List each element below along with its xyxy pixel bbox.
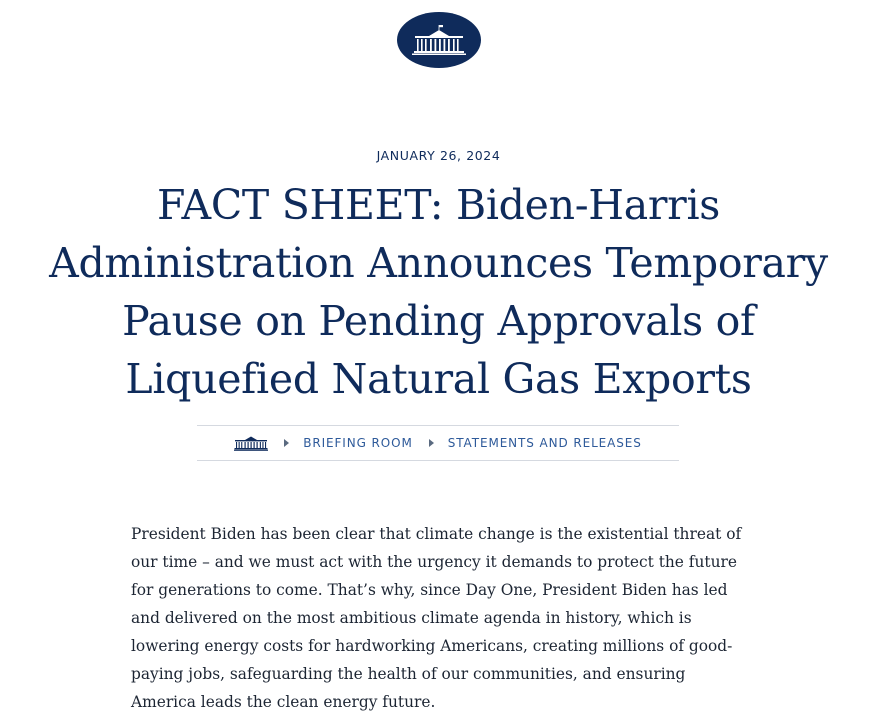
breadcrumb-home[interactable] (234, 435, 268, 451)
header (0, 12, 877, 68)
breadcrumb (197, 425, 679, 461)
white-house-logo[interactable] (397, 12, 481, 68)
white-house-seal-icon (411, 24, 467, 56)
chevron-right-icon (284, 439, 289, 447)
breadcrumb-item-briefing-room[interactable]: BRIEFING ROOM (303, 436, 413, 450)
article-date: JANUARY 26, 2024 (376, 148, 501, 163)
article-paragraph: President Biden has been clear that climate change is the existential threat of our time – and we must act with the urgency it demands to protect the future for generations to come. That’s why, since Day One, President Biden has led and delivered on the most ambitious climate agenda in history, which is lowering energy costs for hardworking Americans, creating millions of good-paying jobs, safeguarding the health of our communities, and ensuring America leads the clean energy future. (131, 525, 742, 711)
breadcrumb-item-statements-and-releases[interactable]: STATEMENTS AND RELEASES (447, 436, 642, 450)
article-title: FACT SHEET: Biden-Harris Administration Announces Temporary Pause on Pending Approvals of Liquefied Natural Gas Exports (49, 181, 828, 403)
white-house-icon (234, 435, 268, 451)
chevron-right-icon (429, 439, 434, 447)
